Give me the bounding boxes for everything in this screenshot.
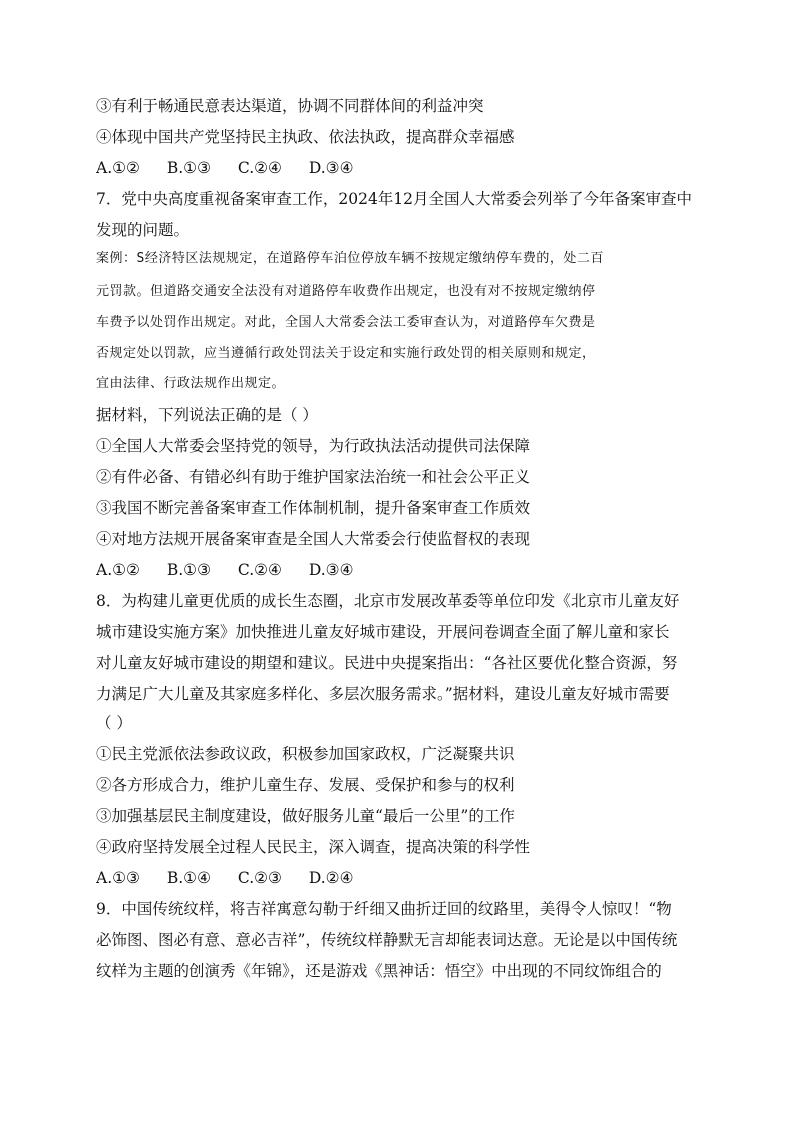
q6-choice-a: A.①② — [96, 159, 140, 177]
q7-stem-line-1: 7．党中央高度重视备案审查工作，2024年12月全国人大常委会列举了今年备案审查中 — [96, 190, 693, 208]
q7-option-4: ④对地方法规开展备案审查是全国人大常委会行使监督权的表现 — [96, 530, 531, 548]
q8-stem-line: 力满足广大儿童及其家庭多样化、多层次服务需求。”据材料，建设儿童友好城市需要 — [96, 685, 670, 703]
q9-stem-line: 9．中国传统纹样，将吉祥寓意勾勒于纤细又曲折迂回的纹路里，美得令人惊叹！“物 — [96, 900, 672, 918]
q8-stem-line: 城市建设实施方案》加快推进儿童友好城市建设，开展问卷调查全面了解儿童和家长 — [96, 623, 670, 641]
q7-case-line: 否规定处以罚款，应当遵循行政处罚法关于设定和实施行政处罚的相关原则和规定， — [96, 346, 596, 361]
q6-option-4: ④体现中国共产党坚持民主执政、依法执政，提高群众幸福感 — [96, 128, 515, 146]
q9-stem-line: 纹样为主题的创演秀《年锦》，还是游戏《黑神话：悟空》中出现的不同纹饰组合的 — [96, 962, 662, 980]
q8-stem-line: （ ） — [96, 714, 132, 732]
q7-case-line: 车费予以处罚作出规定。对此，全国人大常委会法工委审查认为，对道路停车欠费是 — [96, 315, 596, 330]
q7-option-2: ②有件必备、有错必纠有助于维护国家法治统一和社会公平正义 — [96, 468, 531, 486]
q7-choice-b: B.①③ — [166, 561, 211, 579]
q8-option-3: ③加强基层民主制度建设，做好服务儿童“最后一公里”的工作 — [96, 807, 515, 825]
q8-stem-line: 8．为构建儿童更优质的成长生态圈，北京市发展改革委等单位印发《北京市儿童友好 — [96, 592, 680, 610]
q7-stem-line-2: 发现的问题。 — [96, 221, 190, 239]
q9-stem-line: 必饰图、图必有意、意必吉祥”，传统纹样静默无言却能表词达意。无论是以中国传统 — [96, 931, 678, 949]
q8-choice-c: C.②③ — [237, 869, 282, 887]
q8-option-1: ①民主党派依法参政议政，积极参加国家政权，广泛凝聚共识 — [96, 745, 515, 763]
q7-case-line: 案例：S经济特区法规规定，在道路停车泊位停放车辆不按规定缴纳停车费的，处二百 — [96, 251, 604, 266]
q8-choice-b: B.①④ — [166, 869, 211, 887]
q7-choice-c: C.②④ — [237, 561, 282, 579]
q7-choice-a: A.①② — [96, 561, 140, 579]
q8-option-4: ④政府坚持发展全过程人民民主，深入调查，提高决策的科学性 — [96, 838, 531, 856]
q7-question: 据材料，下列说法正确的是（ ） — [96, 406, 318, 424]
q6-choice-c: C.②④ — [237, 159, 282, 177]
q7-case-line: 宜由法律、行政法规作出规定。 — [96, 376, 286, 391]
q7-choices — [96, 560, 696, 580]
q8-stem-line: 对儿童友好城市建设的期望和建议。民进中央提案指出：“各社区要优化整合资源，努 — [96, 654, 678, 672]
q6-choice-d: D.③④ — [308, 159, 354, 177]
q6-choice-b: B.①③ — [166, 159, 211, 177]
q7-choice-d: D.③④ — [308, 561, 354, 579]
q7-case-line: 元罚款。但道路交通安全法没有对道路停车收费作出规定，也没有对不按规定缴纳停 — [96, 284, 596, 299]
q8-choices — [96, 868, 696, 888]
q6-choices — [96, 158, 696, 178]
q8-choice-a: A.①③ — [96, 869, 140, 887]
q7-option-1: ①全国人大常委会坚持党的领导，为行政执法活动提供司法保障 — [96, 437, 531, 455]
q7-option-3: ③我国不断完善备案审查工作体制机制，提升备案审查工作质效 — [96, 499, 531, 517]
q6-option-3: ③有利于畅通民意表达渠道，协调不同群体间的利益冲突 — [96, 97, 484, 115]
q8-choice-d: D.②④ — [308, 869, 354, 887]
q8-option-2: ②各方形成合力，维护儿童生存、发展、受保护和参与的权利 — [96, 776, 515, 794]
